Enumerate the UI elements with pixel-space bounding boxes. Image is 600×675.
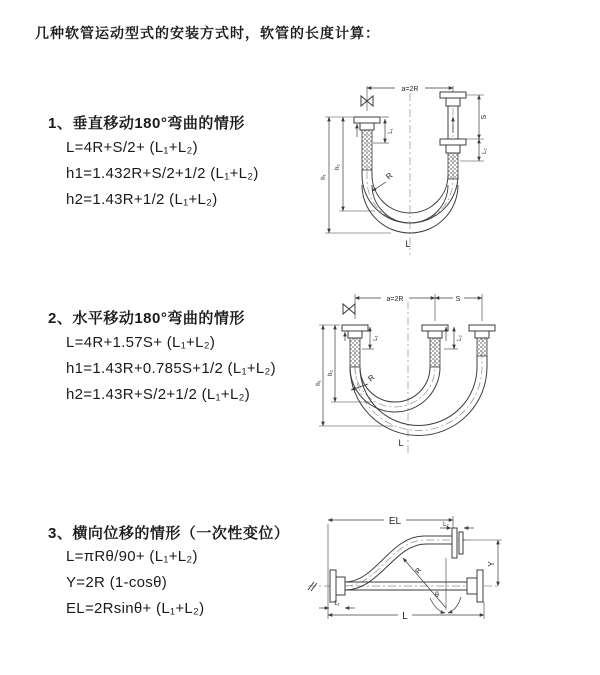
section-2-formula-l: L=4R+1.57S+ (L₁+L₂) [66,334,216,351]
section-2-formula-h1: h1=1.43R+0.785S+1/2 (L₁+L₂) [66,360,276,377]
valve-icon [343,304,355,314]
axis-break-mark [308,582,317,591]
section-1-heading: 1、垂直移动180°弯曲的情形 [48,115,245,132]
d2-h1-label: h₁ [316,380,322,386]
d3-upper-flange [452,528,463,558]
diagram-horizontal-180-bend [313,283,600,461]
d3-left-flange [330,570,345,602]
d3-y-label: Y [487,561,496,567]
d2-right-fitting [469,325,495,356]
section-2-formula-h2: h2=1.43R+S/2+1/2 (L₁+L₂) [66,386,251,403]
d3-construction [403,558,461,613]
diagram-vertical-180-bend [313,75,593,260]
d2-l-label: L [398,438,404,448]
section-3-formula-l: L=πRθ/90+ (L₁+L₂) [66,548,198,565]
d3-l2-label: L₂ [443,522,449,528]
d3-dim-l2 [440,522,474,528]
section-3-heading: 3、横向位移的情形（一次性变位） [48,525,290,542]
d1-dim-s [460,95,488,161]
d1-h2-label: h₂ [335,164,341,170]
page-title: 几种软管运动型式的安装方式时，软管的长度计算： [35,25,380,41]
d2-r-label: R [366,372,377,384]
d1-h1-label: h₁ [321,174,327,180]
d1-r-label: R [384,170,395,182]
section-1-formula-l: L=4R+S/2+ (L₁+L₂) [66,139,198,156]
d3-l-label: L [402,611,408,622]
d3-r-label: R [414,566,424,576]
section-3-formula-el: EL=2Rsinθ+ (L₁+L₂) [66,600,205,617]
d3-dim-l1 [319,601,355,608]
d2-h2-label: h₂ [328,370,334,376]
d2-l2-label: L₂ [457,335,463,341]
d3-dim-el [328,514,453,619]
section-2-heading: 2、水平移动180°弯曲的情形 [48,310,245,327]
d1-s-label: S [481,114,488,120]
d3-right-flange [467,570,483,602]
d2-dim-span [355,293,482,321]
d3-l1-label: L₁ [334,601,340,607]
d1-radius-callout [372,171,395,191]
d1-l1-label: L₁ [388,128,394,134]
d3-el-label: EL [388,516,402,527]
d3-dim-l [328,602,484,622]
section-1-formula-h2: h2=1.43R+1/2 (L₁+L₂) [66,191,218,208]
d1-span-label: a=2R [401,86,419,93]
d1-l-label: L [405,239,411,249]
d3-theta-label: θ [435,592,439,599]
d2-s-label: S [455,296,461,303]
diagram-lateral-displacement [300,498,600,648]
d1-dim-h [321,117,391,233]
section-3-formula-y: Y=2R (1-cosθ) [66,574,168,591]
section-1-formula-h1: h1=1.432R+S/2+1/2 (L₁+L₂) [66,165,259,182]
d2-l1-label: L₁ [373,335,379,341]
d1-l2-label: L₂ [482,148,488,154]
d2-hose-outline [350,356,487,435]
d2-span-label: a=2R [386,296,404,303]
d2-middle-fitting [422,325,448,367]
